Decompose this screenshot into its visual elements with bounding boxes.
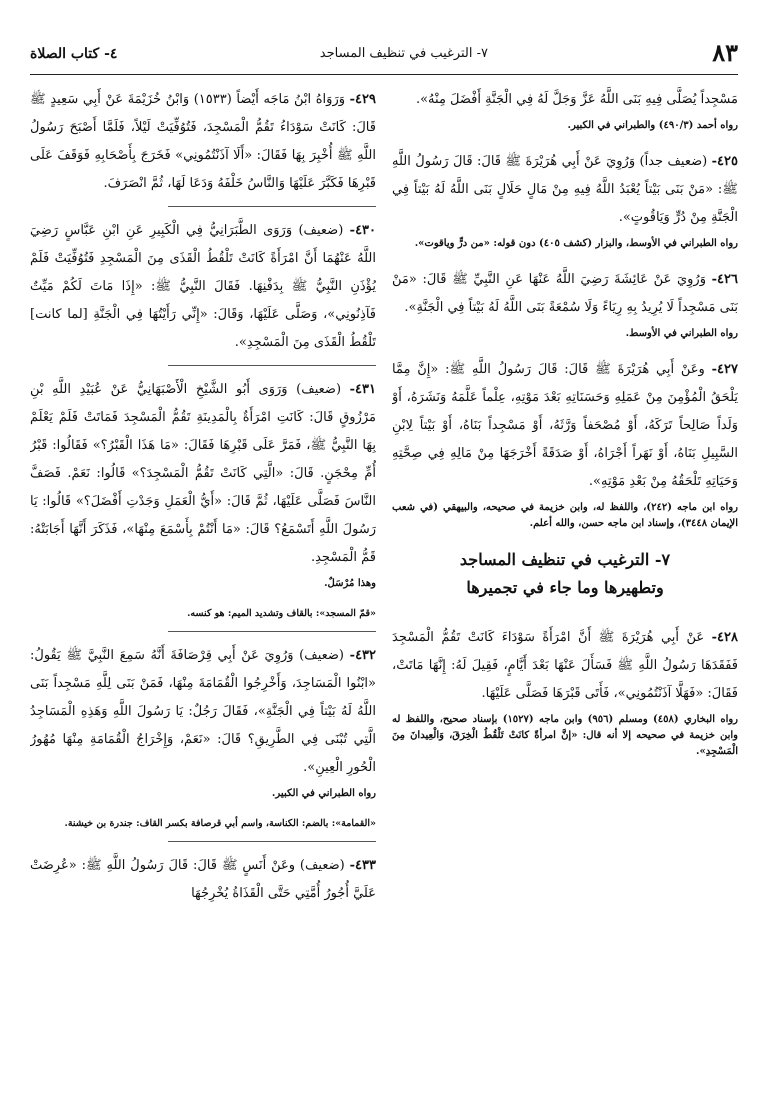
hadith-text: (ضعيف) وَرُوِيَ عَنْ أَبِي قِرْصَافَةَ أَنَّهُ سَمِعَ النَّبِيَّ ﷺ يَقُولُ: «ابْنُوا الْمَسَاجِدَ، وَأَخْرِجُوا الْقُمَامَةَ مِنْهَا، فَمَنْ بَنَى لِلَّهِ مَسْجِداً بَنَى اللَّهُ لَهُ بَيْتاً فِي الْجَنَّةِ»، فَقَالَ رَجُلٌ: يَا رَسُولَ اللَّهِ وَهَذِهِ الْمَسَاجِدُ الَّتِي تُبْنَى فِي الطَّرِيقِ؟ قَالَ: «نَعَمْ، وَإِخْرَاجُ الْقُمَامَةِ مِنْهَا مُهُورُ الْحُورِ الْعِينِ». <box>30 648 376 775</box>
hadith-433 <box>30 852 376 908</box>
hadith-number: ٤٢٥- <box>711 154 738 169</box>
page-header <box>30 38 738 74</box>
running-title: ٧- الترغيب في تنظيف المساجد <box>319 46 488 61</box>
hadith-text: (ضعيف) وَرَوَى أَبُو الشَّيْخِ الْأَصْبَهَانِيُّ عَنْ عُبَيْدِ اللَّهِ بْنِ مَرْزُوقٍ قَالَ: كَانَتِ امْرَأَةٌ بِالْمَدِينَةِ تَقُمُّ الْمَسْجِدَ فَمَاتَتْ فَلَمْ يَعْلَمْ بِهَا النَّبِيُّ ﷺ، فَمَرَّ عَلَى قَبْرِهَا فَقَالَ: «مَا هَذَا الْقَبْرُ؟» فَقَالُوا: قَبْرُ أُمِّ مِحْجَنٍ. قَالَ: «الَّتِي كَانَتْ تَقُمُّ الْمَسْجِدَ؟» قَالُوا: نَعَمْ. فَصَفَّ النَّاسَ فَصَلَّى عَلَيْهَا، ثُمَّ قَالَ: «أَيُّ الْعَمَلِ وَجَدْتِ أَفْضَلَ؟» قَالُوا: يَا رَسُولَ اللَّهِ أَتَسْمَعُ؟ قَالَ: «مَا أَنْتُمْ بِأَسْمَعَ مِنْهَا»، فَذَكَرَ أَنَّهَا أَجَابَتْهُ: قَمُّ الْمَسْجِدِ. <box>30 382 376 565</box>
hadith-427-source: رواه ابن ماجه (٢٤٢)، واللفظ له، وابن خزيمة في صحيحه، والبيهقي (في شعب الإيمان ٣٤٤٨)، وإسناد ابن ماجه حسن، والله أعلم. <box>392 502 738 529</box>
hadith-427 <box>392 356 738 496</box>
hadith-number: ٤٣٢- <box>349 648 376 663</box>
hadith-number: ٤٣٣- <box>349 858 376 873</box>
book-title: ٤- كتاب الصلاة <box>30 46 118 62</box>
left-column <box>30 86 376 1086</box>
hadith-425 <box>392 148 738 232</box>
section-heading <box>392 546 738 602</box>
hadith-number: ٤٣٠- <box>349 223 376 238</box>
hadith-432-note: «القمامة»: بالضم: الكناسة، واسم أبي قرصافة بكسر القاف: جندرة بن خيشنة. <box>64 818 376 829</box>
section-title-line-2: وتطهيرها وما جاء في تجميرها <box>466 578 664 597</box>
hadith-430 <box>30 217 376 357</box>
hadith-426-source: رواه الطبراني في الأوسط. <box>625 328 738 339</box>
hadith-432 <box>30 642 376 782</box>
hadith-428-source: رواه البخاري (٤٥٨) ومسلم (٩٥٦) وابن ماجه (١٥٢٧) بإسناد صحيح، واللفظ له وابن خزيمة في صحيحه إلا أنه قال: «إنَّ امرأةً كانَتْ تَلْقُطُ الْخِرَقَ، وَالْعِيدانَ مِنَ الْمَسْجِدِ». <box>392 714 738 757</box>
hadith-425-source: رواه الطبراني في الأوسط، والبزار (كشف ٤٠٥) دون قوله: «من درٍّ وياقوت». <box>414 238 738 249</box>
hadith-number: ٤٢٨- <box>711 630 738 645</box>
hadith-text: (ضعيف) وعَنْ أَنَسٍ ﷺ قَالَ: قَالَ رَسُولُ اللَّهِ ﷺ: «عُرِضَتْ عَلَيَّ أُجُورُ أُمَّتِي حَتَّى الْقَذَاةُ يُخْرِجُهَا <box>30 858 376 901</box>
section-divider <box>168 631 376 632</box>
hadith-text: (ضعيف) وَرَوَى الطَّبَرَانِيُّ فِي الْكَبِيرِ عَنِ ابْنِ عَبَّاسٍ رَضِيَ اللَّهُ عَنْهُمَا أَنَّ امْرَأَةً كَانَتْ تَلْقُطُ الْقَذَى مِنَ الْمَسْجِدِ فَتُوُفِّيَتْ فَلَمْ يُؤْذَنِ النَّبِيُّ ﷺ بِدَفْنِهَا. فَقَالَ النَّبِيُّ ﷺ: «إِذَا مَاتَ لَكُمْ مَيِّتٌ فَآذِنُونِي»، وَصَلَّى عَلَيْهَا، وَقَالَ: «إِنِّي رَأَيْتُهَا فِي الْجَنَّةِ [لما كانت] تَلْقُطُ الْقَذَى مِنَ الْمَسْجِدِ». <box>30 223 376 350</box>
hadith-432-source: رواه الطبراني في الكبير. <box>271 788 376 799</box>
hadith-431-note: «قمّ المسجد»: بالقاف وتشديد الميم: هو كنسه. <box>187 608 376 619</box>
section-divider <box>168 365 376 366</box>
hadith-431 <box>30 376 376 572</box>
hadith-text: وعَنْ أَبِي هُرَيْرَةَ ﷺ قَالَ: قَالَ رَسُولُ اللَّهِ ﷺ: «إِنَّ مِمَّا يَلْحَقُ الْمُؤْمِنَ مِنْ عَمَلِهِ وَحَسَنَاتِهِ بَعْدَ مَوْتِهِ، عِلْماً عَلَّمَهُ وَنَشَرَهُ، أَوْ وَلَداً صَالِحاً تَرَكَهُ، أَوْ مُصْحَفاً وَرَّثَهُ، أَوْ مَسْجِداً بَنَاهُ، أَوْ بَيْتاً لِابْنِ السَّبِيلِ بَنَاهُ، أَوْ نَهَراً أَجْرَاهُ، أَوْ صَدَقَةً أَخْرَجَهَا مِنْ مَالِهِ فِي صِحَّتِهِ وَحَيَاتِهِ تَلْحَقُهُ مِنْ بَعْدِ مَوْتِهِ». <box>392 362 738 489</box>
hadith-431-grading: وهذا مُرْسَلٌ. <box>324 578 376 589</box>
section-divider <box>168 206 376 207</box>
hadith-text: (ضعيف جداً) وَرُوِيَ عَنْ أَبِي هُرَيْرَةَ ﷺ قَالَ: قَالَ رَسُولُ اللَّهِ ﷺ: «مَنْ بَنَى بَيْتاً يُعْبَدُ اللَّهُ فِيهِ مِنْ مَالٍ حَلَالٍ بَنَى اللَّهُ لَهُ بَيْتاً فِي الْجَنَّةِ مِنْ دُرٍّ وَيَاقُوتٍ». <box>392 154 738 225</box>
hadith-number: ٤٢٦- <box>711 272 738 287</box>
hadith-428 <box>392 624 738 708</box>
continuation-text: مَسْجِداً يُصَلَّى فِيهِ بَنَى اللَّهُ عَزَّ وَجَلَّ لَهُ فِي الْجَنَّةِ أَفْضَلَ مِنْهُ». <box>415 92 738 107</box>
hadith-429 <box>30 86 376 198</box>
hadith-number: ٤٣١- <box>349 382 376 397</box>
hadith-426 <box>392 266 738 322</box>
hadith-text: عَنْ أَبِي هُرَيْرَةَ ﷺ أَنَّ امْرَأَةً سَوْدَاءَ كَانَتْ تَقُمُّ الْمَسْجِدَ فَفَقَدَهَا رَسُولُ اللَّهِ ﷺ فَسَأَلَ عَنْهَا بَعْدَ أَيَّامٍ، فَقِيلَ لَهُ: إِنَّهَا مَاتَتْ، فَقَالَ: «فَهَلَّا آذَنْتُمُونِي»، فَأَتَى قَبْرَهَا فَصَلَّى عَلَيْهَا. <box>392 630 738 701</box>
section-divider <box>168 841 376 842</box>
page-number: ٨٣ <box>712 38 738 67</box>
section-title-line-1: ٧- الترغيب في تنظيف المساجد <box>459 550 671 569</box>
hadith-text: وَرُوِيَ عَنْ عَائِشَةَ رَضِيَ اللَّهُ عَنْهَا عَنِ النَّبِيِّ ﷺ قَالَ: «مَنْ بَنَى مَسْجِداً لَا يُرِيدُ بِهِ رِيَاءً وَلَا سُمْعَةً بَنَى اللَّهُ لَهُ بَيْتاً فِي الْجَنَّةِ». <box>392 272 738 315</box>
hadith-number: ٤٢٩- <box>349 92 376 107</box>
continuation-source: رواه أحمد (٤٩٠/٣) والطبراني في الكبير. <box>567 120 738 131</box>
header-rule <box>30 74 738 75</box>
right-column <box>392 86 738 1086</box>
hadith-text: وَرَوَاهُ ابْنُ مَاجَه أَيْضاً (١٥٣٣) وَابْنُ خُزَيْمَةَ عَنْ أَبِي سَعِيدٍ ﷺ قَالَ: كَانَتْ سَوْدَاءُ تَقُمُّ الْمَسْجِدَ، فَتُوُفِّيَتْ لَيْلاً، فَلَمَّا أَصْبَحَ رَسُولُ اللَّهِ ﷺ أُخْبِرَ بِهَا فَقَالَ: «أَلَا آذَنْتُمُونِي» فَخَرَجَ بِأَصْحَابِهِ فَوَقَفَ عَلَى قَبْرِهَا فَكَبَّرَ عَلَيْهَا وَالنَّاسُ خَلْفَهُ وَدَعَا لَهَا، ثُمَّ انْصَرَفَ. <box>30 92 376 191</box>
hadith-number: ٤٢٧- <box>711 362 738 377</box>
